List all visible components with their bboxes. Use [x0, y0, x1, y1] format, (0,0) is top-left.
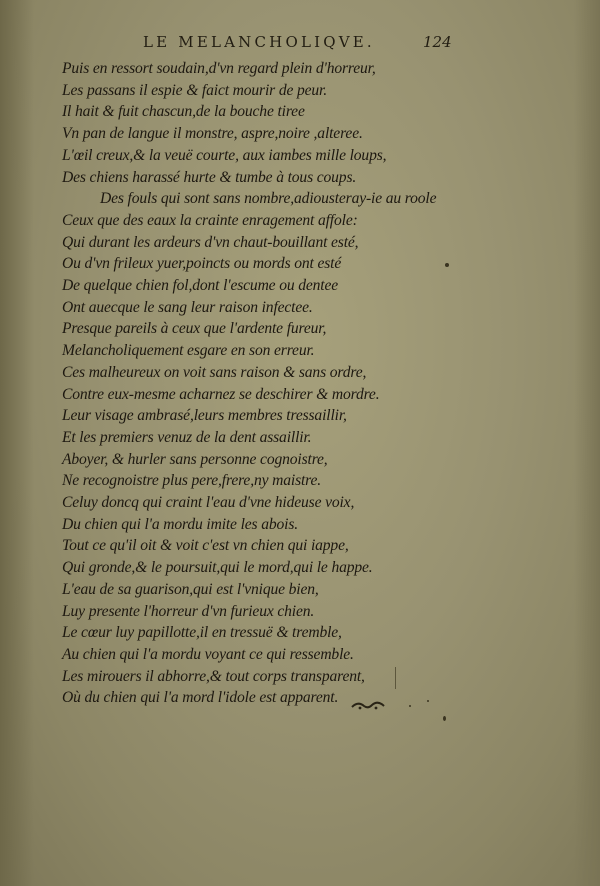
- verse-line: Le cœur luy papillotte,il en tressuë & tremble,: [62, 624, 342, 642]
- ink-speck: [427, 700, 429, 702]
- tailpiece-ornament: [350, 698, 386, 712]
- verse-line: Des chiens harassé hurte & tumbe à tous coups.: [62, 168, 357, 186]
- verse-line: Tout ce qu'il oit & voit c'est vn chien qui iappe,: [62, 537, 349, 555]
- ink-speck: [445, 263, 449, 267]
- verse-line: Celuy doncq qui craint l'eau d'vne hideuse voix,: [62, 494, 355, 511]
- running-title: LE MELANCHOLIQVE.: [143, 33, 375, 51]
- margin-mark: [395, 667, 396, 689]
- verse-line: Luy presente l'horreur d'vn furieux chien.: [62, 602, 315, 620]
- verse-line: Melancholiquement esgare en son erreur.: [62, 342, 315, 360]
- verse-line: De quelque chien fol,dont l'escume ou dentee: [62, 277, 339, 294]
- ink-speck: [409, 705, 411, 707]
- verse-line: Ne recognoistre plus pere,frere,ny maistre.: [62, 472, 322, 490]
- verse-line: Vn pan de langue il monstre, aspre,noire ,alteree.: [62, 125, 363, 143]
- verse-line: Des fouls qui sont sans nombre,adiousteray-ie au roole: [100, 190, 437, 208]
- verse-line: Presque pareils à ceux que l'ardente fureur,: [62, 320, 327, 338]
- verse-line: Ou d'vn frileux yuer,poincts ou mords ont esté: [62, 255, 342, 273]
- running-head: [0, 33, 600, 57]
- verse-line: Où du chien qui l'a mord l'idole est apparent.: [62, 689, 339, 707]
- verse-line: L'eau de sa guarison,qui est l'vnique bien,: [62, 580, 319, 598]
- verse-line: Ces malheureux on voit sans raison & sans ordre,: [62, 363, 367, 381]
- verse-line: Il hait & fuit chascun,de la bouche tiree: [62, 103, 305, 121]
- verse-line: L'œil creux,& la veuë courte, aux iambes mille loups,: [62, 146, 387, 164]
- verse-line: Leur visage ambrasé,leurs membres tressaillir,: [62, 407, 347, 425]
- verse-line: Et les premiers venuz de la dent assaillir.: [62, 428, 312, 446]
- verse-line: Qui durant les ardeurs d'vn chaut-bouillant esté,: [62, 233, 359, 251]
- ink-speck: [443, 716, 446, 721]
- verse-line: Qui gronde,& le poursuit,qui le mord,qui le happe.: [62, 559, 373, 577]
- verse-line: Les passans il espie & faict mourir de peur.: [62, 81, 327, 99]
- verse-line: Ont auecque le sang leur raison infectee.: [62, 298, 313, 316]
- verse-line: Aboyer, & hurler sans personne cognoistre,: [62, 450, 328, 468]
- page-number: 124: [423, 33, 452, 51]
- verse-line: Du chien qui l'a mordu imite les abois.: [62, 515, 298, 533]
- verse-line: Ceux que des eaux la crainte enragement affole:: [62, 211, 358, 229]
- verse-line: Contre eux-mesme acharnez se deschirer & mordre.: [62, 385, 380, 403]
- verse-line: Les mirouers il abhorre,& tout corps transparent,: [62, 667, 365, 685]
- verse-line: Au chien qui l'a mordu voyant ce qui ressemble.: [62, 645, 354, 663]
- verse-line: Puis en ressort soudain,d'vn regard plein d'horreur,: [62, 60, 376, 77]
